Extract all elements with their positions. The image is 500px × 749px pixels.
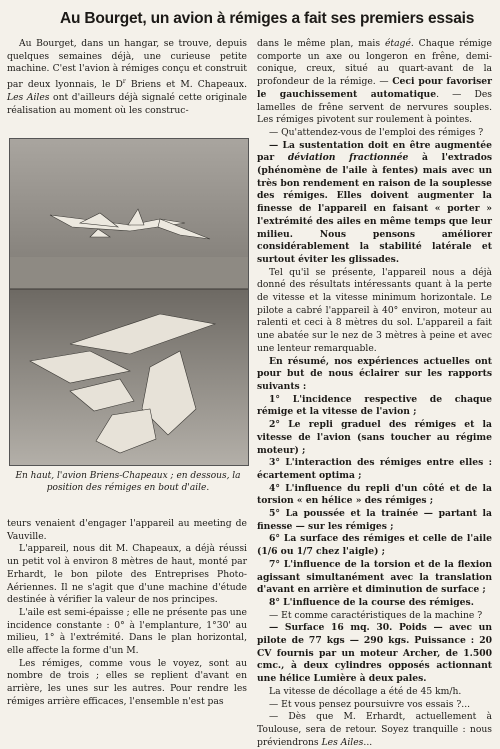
intro-text-c: ont d'ailleurs déjà signalé cette originale réalisation au moment où les construc- (7, 91, 247, 116)
list-item-8: 8° L'influence de la course des rémiges. (269, 596, 474, 608)
right-para-1-bold: Ceci pour favoriser le gauchissement automatique (257, 76, 492, 100)
left-para-2-a: L'appareil, nous dit M. Chapeaux, a déjà réussi un petit vol à environ 8 mètres de haut, monté par Erhardt, le bon pilote des Entreprises Photo-Aériennes. (7, 543, 247, 593)
right-para-1-italic: étagé (384, 38, 411, 49)
photo-caption: En haut, l'avion Briens-Chapeaux ; en dessous, la position des rémiges en bout d'aile. (15, 471, 241, 493)
upper-photo-ground (10, 257, 248, 289)
right-para-4: La vitesse de décollage a été de 45 km/h. (269, 685, 462, 697)
left-para-4: Les rémiges, comme vous le voyez, sont au nombre de trois ; elles se replient d'avant en arrière, les unes sur les autres. Pour rendre les rémiges arrière efficaces, l'ensemble n'est pas (7, 657, 247, 707)
left-para-2-b: Il ne s'agit que d'une machine d'étude destinée à vérifier la valeur de nos principes. (7, 581, 247, 606)
intro-text-a: Au Bourget, dans un hangar, se trouve, depuis quelques semaines déjà, une curieuse petite machine. C'est l'avion à rémiges conçu et construit par deux lyonnais, le D (7, 38, 247, 91)
left-column-continued (7, 518, 247, 709)
list-item-4: 4° L'influence du repli d'un côté et de la torsion « en hélice » des rémiges ; (257, 482, 492, 507)
right-para-3: En résumé, nos expériences actuelles ont pour but de nous éclairer sur les rapports suivants : (257, 355, 492, 392)
answer-1-a: — La sustentation doit en être augmentée par (257, 139, 492, 164)
question-3: — Et vous pensez poursuivre vos essais ?... (269, 698, 471, 710)
list-item-7: 7° L'influence de la torsion et de la flexion agissant simultanément avec la translation d'avant en arrière et diminution de surface ; (257, 558, 492, 596)
list-item-3: 3° L'interaction des rémiges entre elles : écartement optima ; (257, 457, 492, 481)
aircraft-photo-illustration (10, 139, 248, 465)
right-para-1 (257, 38, 492, 127)
answer-2: — Surface 16 mq. 30. Poids — avec un pilote de 77 kgs — 290 kgs. Puissance : 20 CV fournis par un moteur Archer, de 1.500 cmc., à deux cylindres opposés actionnant une hélice Lumière à deux pales. (257, 622, 492, 685)
answer-3-b: ... (363, 736, 373, 748)
right-para-1-b: . Chaque rémige comporte un axe ou longeron en frêne, demi-conique, creux, situé au quart-avant de la profondeur de la rémige. — (257, 38, 492, 88)
answer-3 (257, 711, 492, 749)
answer-1-b: à l'extrados (phénomène de l'aile à fentes) mais avec un très bon rendement en raison de la souplesse des rémiges. Elles doivent augmenter la finesse de l'appareil en faisant « porter » l'extrémité des ailes en même temps que leur milieu. Nous pensons améliorer considérablement la stabilité latérale et surtout éviter les glissades. (257, 152, 493, 265)
right-para-2: Tel qu'il se présente, l'appareil nous a déjà donné des résultats intéressants quant à la perte de vitesse et la vitesse minimum horizontale. Le pilote a cabré l'appareil à 40° environ, moteur au ralenti et ceci à 8 mètres du sol. L'appareil a fait une abatée sur le nez de 3 mètres à peine et avec une lenteur remarquable. (257, 266, 492, 354)
intro-italic: Les Ailes (7, 91, 50, 103)
left-para-1: teurs venaient d'engager l'appareil au meeting de Vauville. (7, 518, 247, 542)
right-column (257, 38, 492, 749)
answer-1-italic: déviation fractionnée (287, 152, 409, 164)
intro-paragraph (7, 38, 247, 117)
question-2: — Et comme caractéristiques de la machine ? (269, 609, 483, 621)
answer-3-a: — Dès que M. Erhardt, actuellement à Toulouse, sera de retour. Soyez tranquille : nous préviendrons (257, 711, 492, 748)
answer-1 (257, 140, 492, 267)
aircraft-photo (9, 138, 249, 466)
question-1: — Qu'attendez-vous de l'emploi des rémiges ? (269, 126, 484, 138)
list-item-6: 6° La surface des rémiges et celle de l'aile (1/6 ou 1/7 chez l'aigle) ; (257, 533, 492, 558)
left-para-3: L'aile est semi-épaisse ; elle ne présente pas une incidence constante : 0° à l'emplanture, 1°30' au milieu, 1° à l'extrémité. Dans le plan horizontal, elle affecte la forme d'un M. (7, 606, 247, 657)
intro-sup: r (122, 78, 126, 86)
intro-text-b: Briens et M. Chapeaux. (125, 79, 248, 91)
headline: Au Bourget, un avion à rémiges a fait ses premiers essais (60, 10, 475, 27)
list-item-5: 5° La poussée et la trainée — partant la finesse — sur les rémiges ; (257, 508, 492, 532)
left-column-intro (7, 38, 247, 117)
list-item-2: 2° Le repli graduel des rémiges et la vitesse de l'avion (sans toucher au régime moteur) ; (257, 419, 492, 456)
list-item-1: 1° L'incidence respective de chaque rémige et la vitesse de l'avion ; (257, 393, 492, 418)
answer-3-italic: Les Ailes (321, 736, 364, 748)
left-para-2 (7, 543, 247, 607)
right-para-1-c: . — Des lamelles de frêne servent de nervures souples. Les rémiges pivotent sur roulement à pointes. (257, 88, 492, 126)
right-para-1-a: dans le même plan, mais (257, 38, 385, 49)
